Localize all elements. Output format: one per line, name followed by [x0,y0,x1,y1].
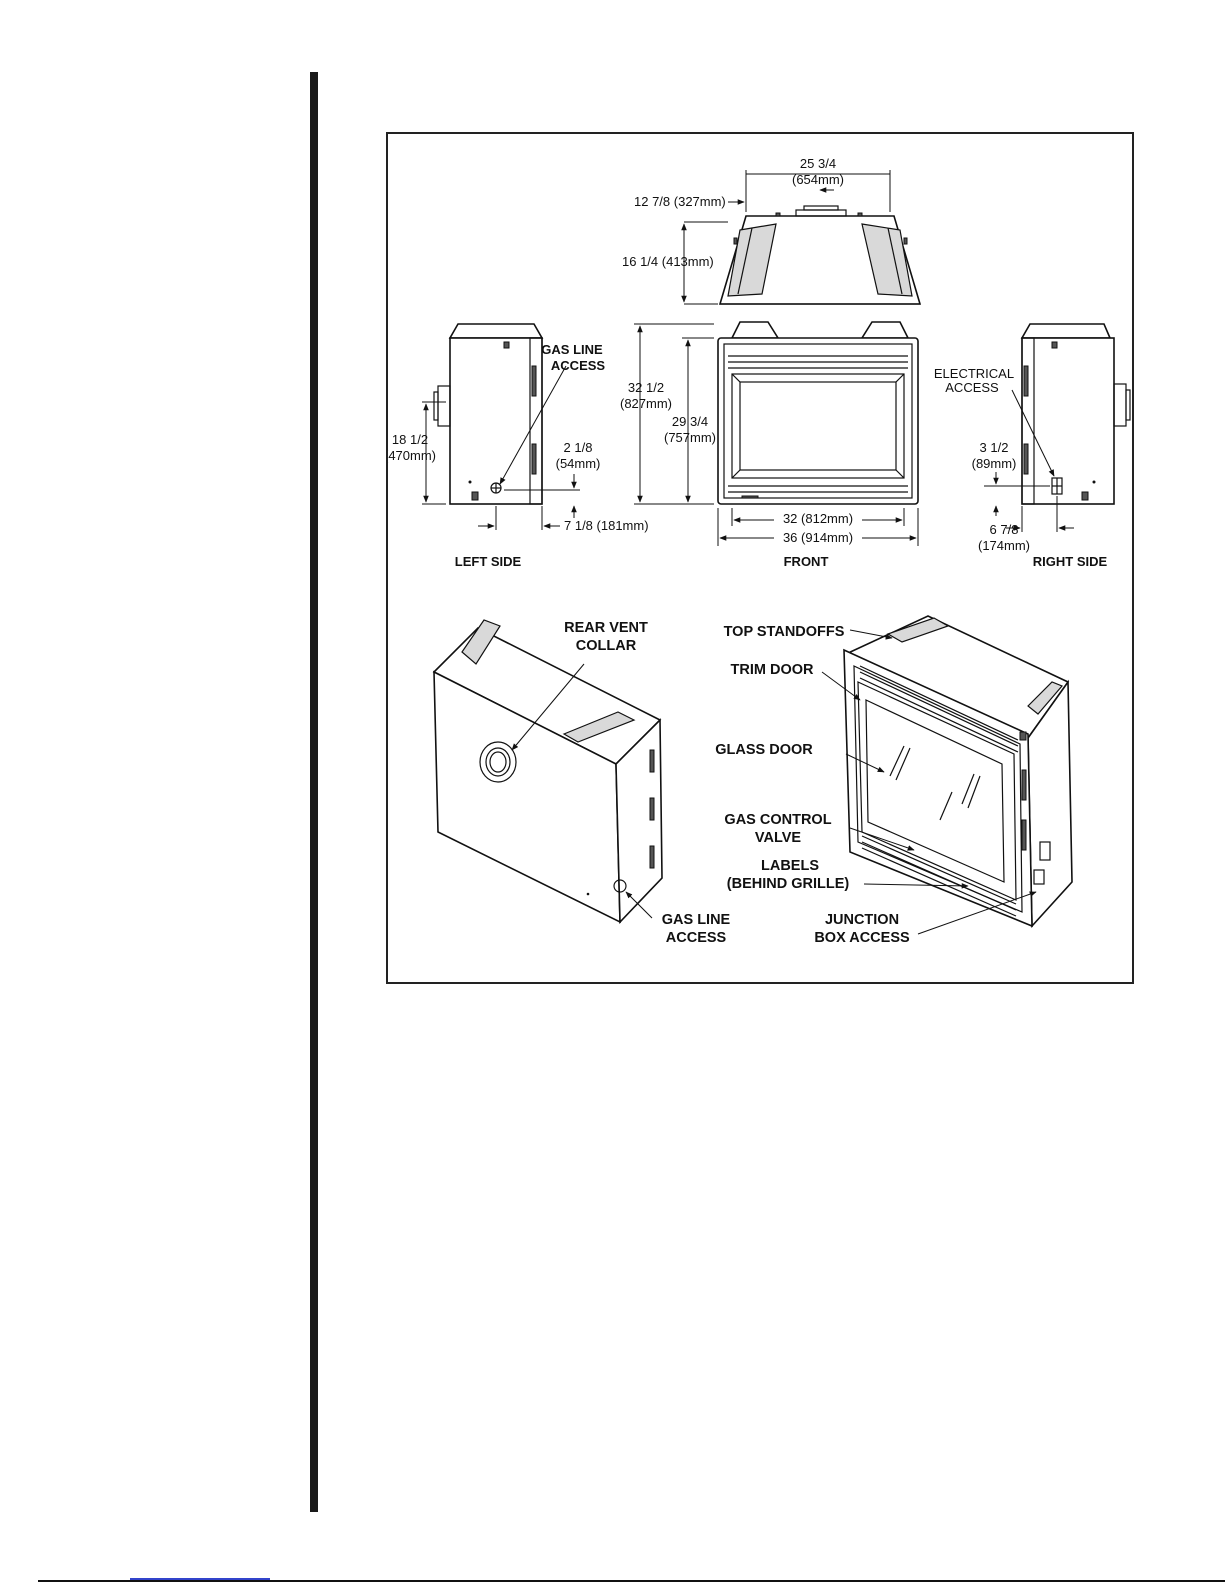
junction-box-access-label: JUNCTION [824,912,900,928]
front-height-1-mm-label: (827mm) [619,396,673,411]
left-side-view [434,324,542,504]
left-gas-depth-label: 7 1/8 (181mm) [564,518,649,533]
left-height-mm-label: (470mm) [388,448,437,463]
right-elec-height-mm-label: (89mm) [971,456,1017,471]
left-gas-height-label: 2 1/8 [563,440,593,455]
fireplace-dimension-diagram [388,134,1132,982]
glass-door-label: GLASS DOOR [715,742,813,758]
top-offset-label: 12 7/8 (327mm) [634,194,726,209]
electrical-access-label-2: ACCESS [945,380,999,395]
top-width-mm-label: (654mm) [791,172,845,187]
left-side-label: LEFT SIDE [454,554,522,569]
iso-gas-line-access-label: GAS LINE [661,912,731,928]
labels-behind-grille-label: LABELS [761,858,819,874]
footer-accent-line [130,1578,270,1580]
figure-frame [386,132,1134,984]
footer-line [38,1580,1225,1582]
top-standoffs-label: TOP STANDOFFS [723,624,845,640]
iso-gas-line-access-label-2: ACCESS [665,930,727,946]
front-height-2-mm-label: (757mm) [663,430,717,445]
top-view [720,206,920,304]
top-width-label: 25 3/4 [799,156,837,171]
gas-control-valve-label-2: VALVE [754,830,802,846]
front-height-2-label: 29 3/4 [671,414,709,429]
iso-rear-view [434,522,662,922]
trim-door-label: TRIM DOOR [730,662,814,678]
right-side-label: RIGHT SIDE [1032,554,1108,569]
front-view [718,322,918,504]
top-depth-label: 16 1/4 (413mm) [622,254,714,269]
left-gas-height-mm-label: (54mm) [555,456,601,471]
electrical-access-label: ELECTRICAL [933,366,1015,381]
front-height-1-label: 32 1/2 [627,380,665,395]
right-side-view [1022,324,1130,504]
gas-line-access-label: GAS LINE [541,342,603,357]
iso-front-view [844,616,1072,926]
left-height-label: 18 1/2 [391,432,429,447]
gas-line-access-label-2: ACCESS [550,358,606,373]
front-width-outer-label: 36 (914mm) [782,530,854,545]
right-elec-depth-label: 6 7/8 [989,522,1019,537]
right-elec-height-label: 3 1/2 [979,440,1009,455]
sidebar-rule [310,72,318,1512]
rear-vent-collar-label: REAR VENT [564,620,648,636]
rear-vent-collar-label-2: COLLAR [575,638,637,654]
labels-behind-grille-label-2: (BEHIND GRILLE) [726,876,850,892]
right-elec-depth-mm-label: (174mm) [977,538,1031,553]
front-width-inner-label: 32 (812mm) [782,511,854,526]
junction-box-access-label-2: BOX ACCESS [814,930,910,946]
gas-control-valve-label: GAS CONTROL [724,812,832,828]
front-label: FRONT [783,554,829,569]
